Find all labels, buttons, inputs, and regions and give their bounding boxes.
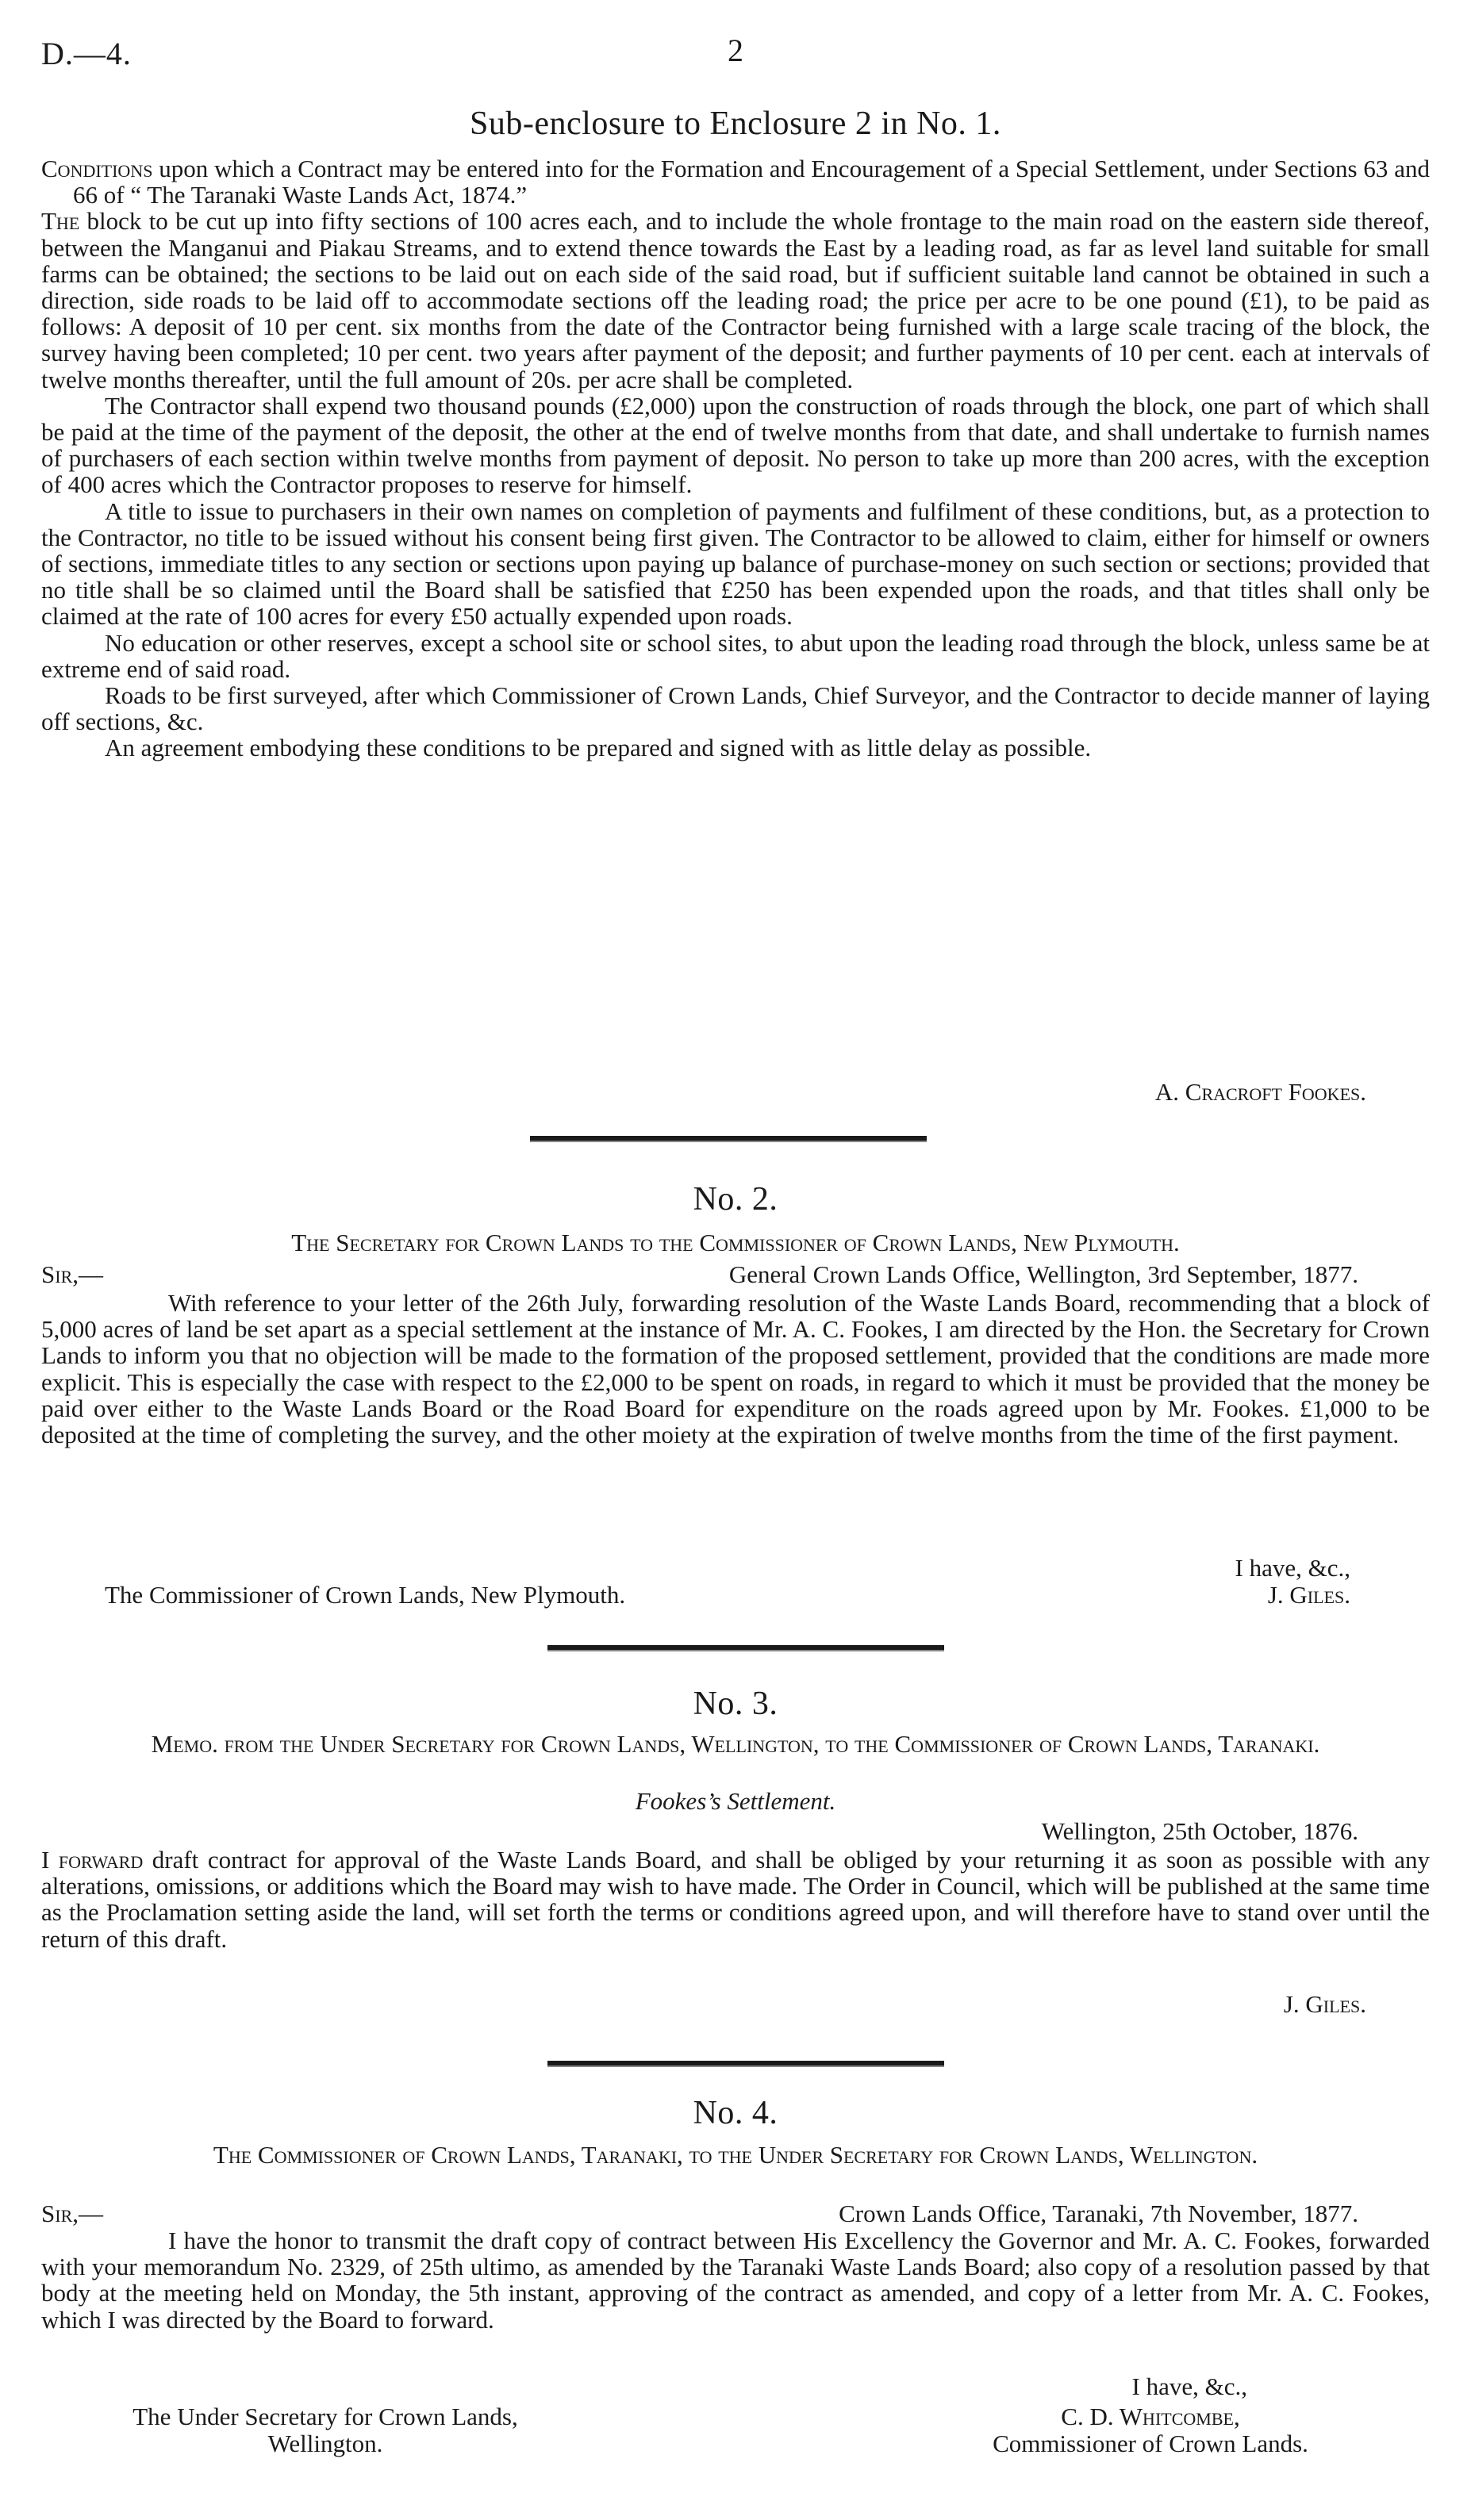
paragraph-4: No education or other reserves, except a school site or school sites, to abut upon the leading road through the block, unless same be at extreme end of said road. [41,628,1430,683]
section3-title: No. 3. [693,1686,778,1722]
conditions-paragraph [41,155,1430,208]
section-divider [530,1136,927,1142]
section3-body: I forward draft contract for approval of the Waste Lands Board, and shall be obliged by your returning it as soon as possible with any alterations, omissions, or additions which the Board may wish to have made. The Order in Council, which will be published at the same time as the Proclamation setting aside the land, will set forth the terms or conditions agreed upon, and will therefore have to stand over until the return of this draft. [41,1846,1431,1953]
conditions-text: upon which a Contract may be entered into for the Formation and Encouragement of a Special Settlement, under Sections 63 and 66 of “ The Taranaki Waste Lands Act, 1874.” [73,155,1430,209]
document-reference: D.—4. [41,36,132,71]
section2-salutation: Sir,— [41,1260,103,1288]
section2-title: No. 2. [693,1181,778,1218]
section2-signature: J. Giles. [1267,1581,1350,1609]
section1-signature: A. Cracroft Fookes. [1154,1078,1366,1106]
section-divider [547,2061,944,2067]
section4-closing: I have, &c., [1131,2372,1247,2400]
section1-title: Sub-enclosure to Enclosure 2 in No. 1. [470,105,1001,142]
section4-body: I have the honor to transmit the draft copy of contract between His Excellency the Governor and Mr. A. C. Fookes, forwarded with your memorandum No. 2329, of 25th ultimo, as amended by the Taranaki Waste Lands Board; also copy of a resolution passed by that body at the meeting held on Monday, the 5th instant, approving of the contract as amended, and copy of a letter from Mr. A. C. Fookes, which I was directed by the Board to forward. [41,2227,1430,2334]
section2-body: With reference to your letter of the 26th July, forwarding resolution of the Waste Lands Board, recommending that a block of 5,000 acres of land be set apart as a special settlement at the instance of Mr. A. C. Fookes, I am directed by the Hon. the Secretary for Crown Lands to inform you that no objection will be made to the formation of the proposed settlement, provided that the conditions are made more explicit. This is especially the case with respect to the £2,000 to be spent on roads, in regard to which it must be provided that the money be paid over either to the Waste Lands Board or the Road Board for expenditure on the roads agreed upon by Mr. Fookes. £1,000 to be deposited at the time of completing the survey, and the other moiety at the expiration of twelve months from the time of the first payment. [41,1289,1430,1449]
section3-body-lead: I forward [41,1846,144,1874]
section4-signature-title: Commissioner of Crown Lands. [993,2430,1308,2457]
section4-signature-block [912,2403,1388,2457]
section2-closing: I have, &c., [1235,1554,1350,1582]
section4-title: No. 4. [693,2095,778,2131]
paragraph-5: Roads to be first surveyed, after which Commissioner of Crown Lands, Chief Surveyor, and the Contractor to decide manner of laying off sections, &c. [41,681,1430,736]
section2-addressee: The Commissioner of Crown Lands, New Plymouth. [105,1581,626,1609]
section4-dateline: Crown Lands Office, Taranaki, 7th November, 1877. [839,2200,1358,2227]
section4-addressee: The Under Secretary for Crown Lands, Wellington. [133,2403,518,2457]
section1-body [41,155,1430,761]
paragraph-3: A title to issue to purchasers in their own names on completion of payments and fulfilment of these conditions, but, as a protection to the Contractor, no title to be issued without his consent being first given. The Contractor to be allowed to claim, either for himself or owners of sections, immediate titles to any section or sections upon paying up balance of purchase-money on such section or sections; provided that no title shall be so claimed until the Board shall be satisfied that £250 has been expended upon the roads, and that titles shall only be claimed at the rate of 100 acres for every £50 actually expended upon roads. [41,497,1430,631]
paragraph-6: An agreement embodying these conditions to be prepared and signed with as little delay as possible. [105,734,1092,762]
page-number: 2 [728,33,743,68]
section4-salutation: Sir,— [41,2200,103,2227]
section2-heading: The Secretary for Crown Lands to the Commissioner of Crown Lands, New Plymouth. [291,1229,1180,1256]
section-divider [547,1645,944,1651]
section3-dateline: Wellington, 25th October, 1876. [1041,1817,1358,1845]
section2-dateline: General Crown Lands Office, Wellington, 3rd September, 1877. [728,1260,1358,1288]
paragraph-1-lead: The [41,207,80,236]
conditions-lead: Conditions [41,155,153,182]
section3-heading: Memo. from the Under Secretary for Crown Lands, Wellington, to the Commissioner of Crown Lands, Taranaki. [151,1730,1320,1758]
section4-heading: The Commissioner of Crown Lands, Taranaki, to the Under Secretary for Crown Lands, Wellington. [213,2141,1258,2169]
section3-subtitle: Fookes’s Settlement. [635,1787,836,1815]
paragraph-2: The Contractor shall expend two thousand pounds (£2,000) upon the construction of roads through the block, one part of which shall be paid at the time of the payment of the deposit, the other at the end of twelve months from that date, and shall undertake to furnish names of purchasers of each section within twelve months from payment of deposit. No person to take up more than 200 acres, with the exception of 400 acres which the Contractor proposes to reserve for himself. [41,391,1430,499]
paragraph-1-text: block to be cut up into fifty sections of 100 acres each, and to include the whole frontage to the main road on the eastern side thereof, between the Manganui and Piakau Streams, and to extend thence towards the East by a leading road, as far as level land suitable for small farms can be obtained; the sections to be laid out on each side of the said road, but if sufficient suitable land cannot be obtained in such a direction, side roads to be laid off to accommodate sections off the leading road; the price per acre to be one pound (£1), to be paid as follows: A deposit of 10 per cent. six months from the date of the Contractor being furnished with a large scale tracing of the block, the survey having been completed; 10 per cent. two years after payment of the deposit; and further payments of 10 per cent. each at intervals of twelve months thereafter, until the full amount of 20s. per acre shall be completed. [41,207,1431,393]
paragraph-1 [41,208,1430,392]
section4-signature: C. D. Whitcombe, [1061,2403,1240,2430]
section3-signature: J. Giles. [1283,1990,1366,2018]
